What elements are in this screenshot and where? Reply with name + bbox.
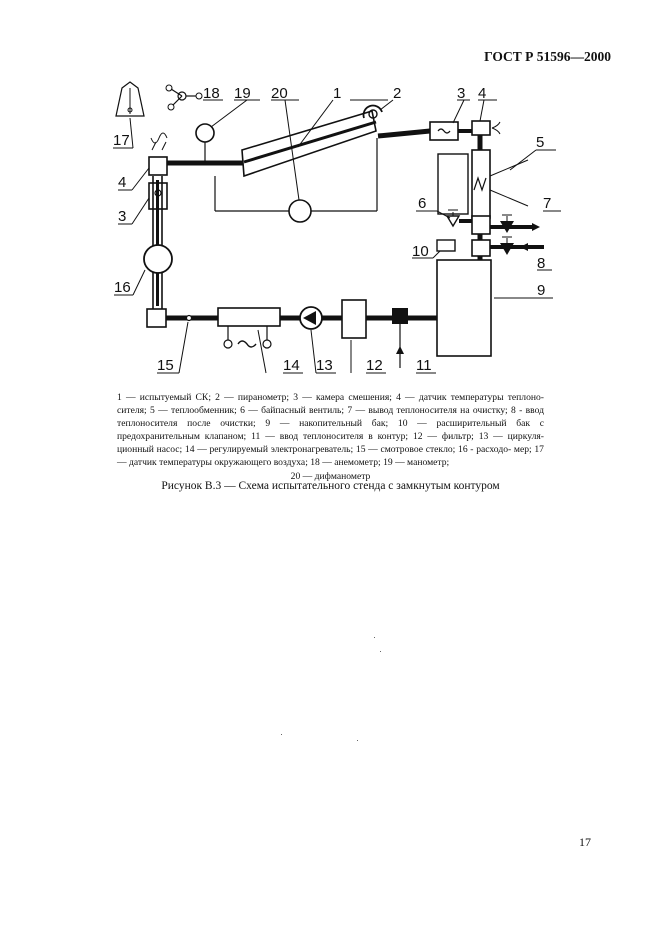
label-20: 20 xyxy=(271,85,288,102)
temp-sensor-right xyxy=(472,121,490,135)
differential-manometer xyxy=(289,200,311,222)
label-7: 7 xyxy=(543,195,552,212)
label-19: 19 xyxy=(234,85,251,102)
expansion-tank xyxy=(437,240,455,251)
inlet-valve xyxy=(392,308,408,324)
standard-header: ГОСТ Р 51596—2000 xyxy=(484,49,611,64)
legend-line: сителя; 5 — теплообменник; 6 — байпасный вентиль; 7 — вывод теплоносителя на очистку; xyxy=(117,405,508,417)
label-8: 8 xyxy=(537,255,546,272)
label-12: 12 xyxy=(366,357,383,374)
legend-line: 8 - ввод теплоносителя после очистки; 9 — накопительный бак; 10 — расширительный бак с xyxy=(117,405,545,430)
test-stand-diagram xyxy=(0,0,661,400)
sight-glass xyxy=(187,316,192,321)
scan-speck xyxy=(374,637,375,638)
label-4: 4 xyxy=(478,85,487,102)
label-6: 6 xyxy=(418,195,427,212)
filter xyxy=(342,300,366,338)
label-5: 5 xyxy=(536,134,545,151)
heat-exchanger xyxy=(472,150,490,218)
label-1: 1 xyxy=(333,85,342,102)
label-9: 9 xyxy=(537,282,546,299)
figure-caption: Рисунок В.3 — Схема испытательного стенда с замкнутым контуром xyxy=(161,480,500,492)
storage-tank xyxy=(437,260,491,356)
label-18: 18 xyxy=(203,85,220,102)
label-3-left: 3 xyxy=(118,208,127,225)
legend-line: 1 — испытуемый СК; 2 — пиранометр; 3 — камера смешения; 4 — датчик температуры теплоно- xyxy=(117,392,544,403)
scan-speck xyxy=(380,651,381,652)
flowmeter xyxy=(144,245,172,273)
electric-heater xyxy=(218,308,280,326)
label-11: 11 xyxy=(416,357,432,374)
temp-sensor-left xyxy=(149,157,167,175)
legend-line: 20 — дифманометр xyxy=(290,470,371,482)
legend-line: ционный насос; 14 — регулируемый электронагреватель; 15 — смотровое стекло; 16 - расходо- xyxy=(117,444,512,456)
outlet-pipe xyxy=(378,131,430,136)
label-15: 15 xyxy=(157,357,174,374)
label-3: 3 xyxy=(457,85,466,102)
label-2: 2 xyxy=(393,85,402,102)
corner-box xyxy=(147,309,166,327)
heat-exchanger-outer xyxy=(438,154,468,214)
label-17: 17 xyxy=(113,132,130,149)
scan-speck xyxy=(281,734,282,735)
label-16: 16 xyxy=(114,279,131,296)
scan-speck xyxy=(357,740,358,741)
figure-legend xyxy=(117,391,544,483)
label-10: 10 xyxy=(412,243,429,260)
label-13: 13 xyxy=(316,357,333,374)
legend-line: предохранительным клапаном; 11 — ввод теплоносителя в контур; 12 — фильтр; 13 — циркуля- xyxy=(117,431,544,443)
label-14: 14 xyxy=(283,357,300,374)
label-4-left: 4 xyxy=(118,174,127,191)
page-number: 17 xyxy=(579,835,591,849)
legend-line: мер; 17 — датчик температуры окружающего воздуха; 18 — анемометр; 19 — манометр; xyxy=(117,444,544,469)
